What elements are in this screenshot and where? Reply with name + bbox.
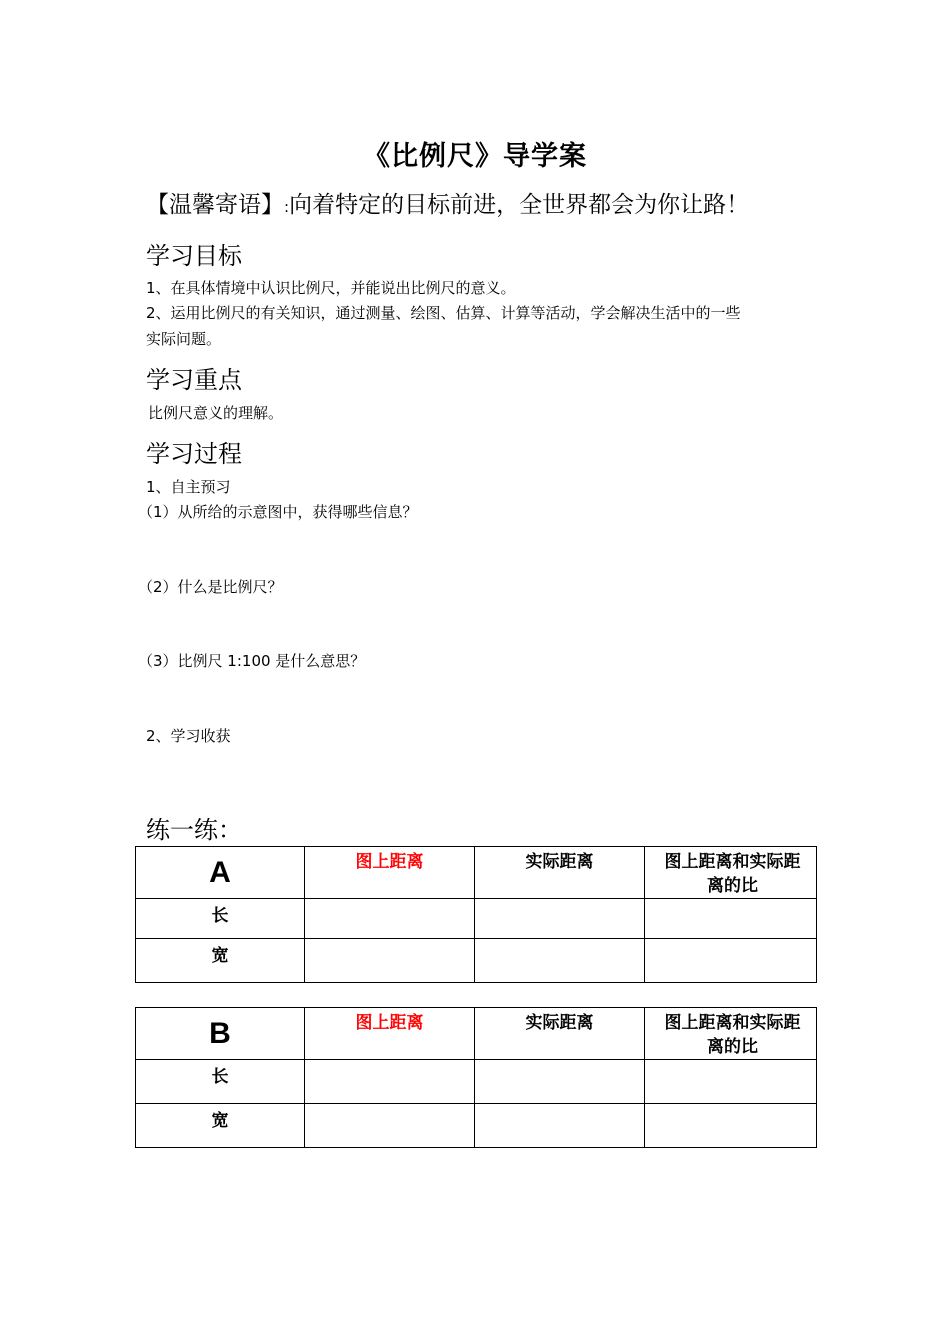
header-cell <box>305 847 475 899</box>
table-row <box>136 1060 817 1104</box>
practice-table-b <box>135 1007 817 1148</box>
header-map-distance: 图上距离 <box>355 852 424 872</box>
key-point-heading: 学习重点 <box>146 366 242 394</box>
question-1: （1）从所给的示意图中，获得哪些信息？ <box>138 503 418 521</box>
practice-heading: 练一练： <box>146 816 242 844</box>
answer-cell[interactable] <box>645 1104 817 1148</box>
row-label-cell <box>136 1104 305 1148</box>
header-ratio: 图上距离和实际距离的比 <box>664 852 801 896</box>
header-cell <box>645 1008 817 1060</box>
table-letter: B <box>209 1017 231 1050</box>
goals-heading: 学习目标 <box>146 242 242 270</box>
row-label-cell <box>136 899 305 939</box>
header-cell <box>645 847 817 899</box>
goal-item-2: 2、运用比例尺的有关知识，通过测量、绘图、估算、计算等活动，学会解决生活中的一些 <box>146 304 741 322</box>
answer-cell[interactable] <box>645 1060 817 1104</box>
answer-cell[interactable] <box>305 939 475 983</box>
row-label-width: 宽 <box>211 946 229 966</box>
key-point-text: 比例尺意义的理解。 <box>148 404 284 422</box>
process-step-1: 1、自主预习 <box>146 478 231 496</box>
motto-label: 【温馨寄语】 <box>146 192 284 218</box>
goal-item-2-cont: 实际问题。 <box>146 330 222 348</box>
table-header-row <box>136 847 817 899</box>
row-label-cell <box>136 939 305 983</box>
table-row <box>136 939 817 983</box>
row-label-length: 长 <box>211 906 229 926</box>
header-actual-distance: 实际距离 <box>525 852 594 872</box>
motto-line <box>146 186 749 219</box>
motto-colon: : <box>284 198 290 216</box>
table-letter: A <box>209 856 231 889</box>
header-actual-distance: 实际距离 <box>525 1013 594 1033</box>
table-header-row <box>136 1008 817 1060</box>
answer-cell[interactable] <box>475 1060 645 1104</box>
row-label-cell <box>136 1060 305 1104</box>
table-letter-cell <box>136 1008 305 1060</box>
question-2: （2）什么是比例尺？ <box>138 578 283 596</box>
header-map-distance: 图上距离 <box>355 1013 424 1033</box>
page-title: 《比例尺》导学案 <box>363 141 587 172</box>
answer-cell[interactable] <box>305 899 475 939</box>
table-row <box>136 1104 817 1148</box>
question-3: （3）比例尺 1:100 是什么意思？ <box>138 652 366 670</box>
answer-cell[interactable] <box>475 1104 645 1148</box>
process-step-2: 2、学习收获 <box>146 727 231 745</box>
answer-cell[interactable] <box>475 899 645 939</box>
table-row <box>136 899 817 939</box>
answer-cell[interactable] <box>645 899 817 939</box>
table-letter-cell <box>136 847 305 899</box>
motto-text: 向着特定的目标前进，全世界都会为你让路！ <box>289 192 750 218</box>
row-label-width: 宽 <box>211 1111 229 1131</box>
header-ratio: 图上距离和实际距离的比 <box>664 1013 801 1057</box>
practice-table-a <box>135 846 817 983</box>
answer-cell[interactable] <box>645 939 817 983</box>
header-cell <box>475 847 645 899</box>
header-cell <box>305 1008 475 1060</box>
answer-cell[interactable] <box>305 1060 475 1104</box>
process-heading: 学习过程 <box>146 440 242 468</box>
row-label-length: 长 <box>211 1067 229 1087</box>
answer-cell[interactable] <box>305 1104 475 1148</box>
goal-item-1: 1、在具体情境中认识比例尺，并能说出比例尺的意义。 <box>146 279 516 297</box>
answer-cell[interactable] <box>475 939 645 983</box>
header-cell <box>475 1008 645 1060</box>
